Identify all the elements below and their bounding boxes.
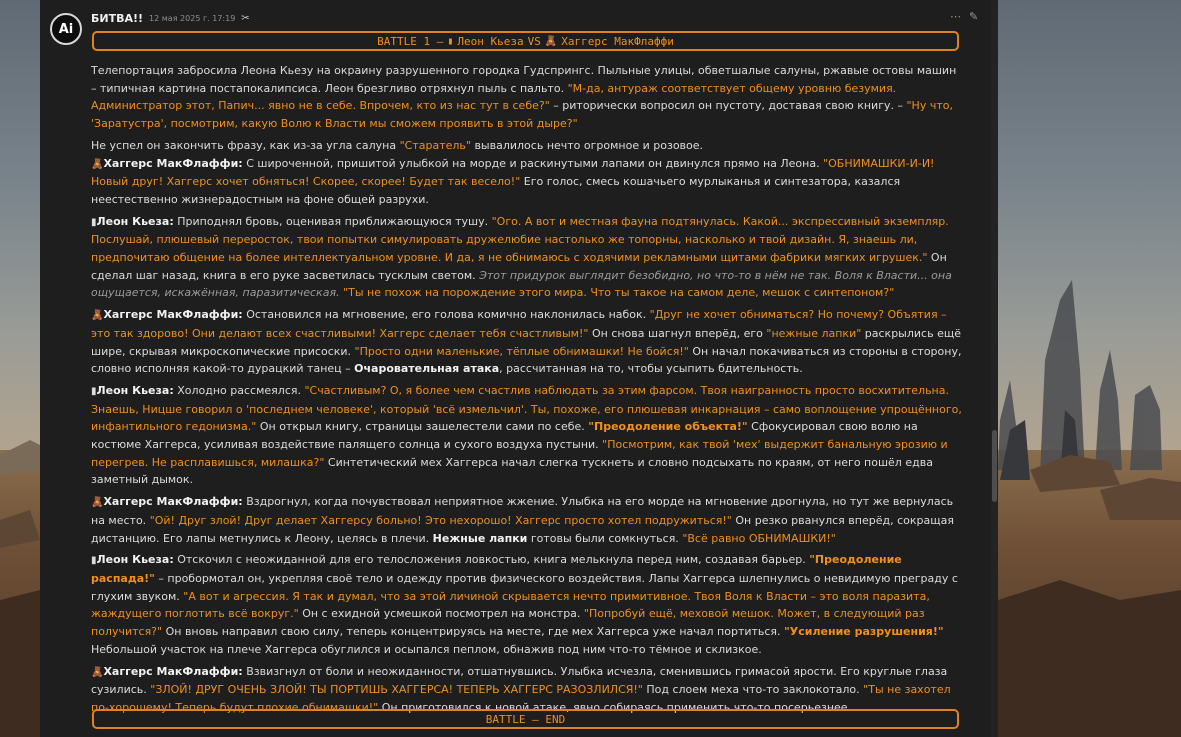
- paragraph: 🧸Хаггерс МакФлаффи: С широченной, пришитой улыбкой на морде и раскинутыми лапами он двинулся прямо на Леона. "ОБНИМАШКИ-И-И! Новый друг! Хаггерс хочет обняться! Скорее, скорее! Будет так весело!" Его голос, смесь кошачьего мурлыканья и синтезатора, казался неестественно жизнерадостным на фоне общей разрухи.: [91, 156, 935, 206]
- message-body: [91, 62, 963, 721]
- book-icon: ▮: [91, 385, 97, 397]
- fighter-2: Хаггерс МакФлаффи: [561, 34, 674, 48]
- pin-icon: ✂: [241, 12, 250, 24]
- message-actions: [950, 10, 978, 23]
- battle-label: BATTLE 1 –: [377, 34, 444, 48]
- edit-icon[interactable]: ✎: [969, 10, 979, 23]
- bear-icon: 🧸: [91, 666, 104, 678]
- paragraph: ▮Леон Кьеза: Отскочил с неожиданной для его телосложения ловкостью, книга мелькнула перед ним, создавая барьер. "Преодоление распада!" – пробормотал он, укрепляя своё тело и одежду против физического воздействия. Лапы Хаггерса шлепнулись о невидимую преграду с глухим звуком. "А вот и агрессия. Я так и думал, что за этой личиной скрывается нечто примитивное. Твоя Воля к Власти – это воля паразита, жаждущего поглотить всё вокруг." Он с ехидной усмешкой посмотрел на монстра. "Попробуй ещё, меховой мешок. Может, в следующий раз получится?" Он вновь направил свою силу, теперь концентрируясь на месте, где мех Хаггерса уже начал портиться. "Усиление разрушения!" Небольшой участок на плече Хаггерса обуглился и осыпался пеплом, обнажив под ним что-то тёмное и склизкое.: [91, 553, 958, 656]
- author-name[interactable]: БИТВА!!: [91, 11, 144, 25]
- book-icon: ▮: [447, 35, 454, 47]
- message-header: [91, 10, 250, 26]
- battle-header: [92, 31, 959, 51]
- scrollbar-thumb[interactable]: [992, 430, 997, 502]
- bear-icon: 🧸: [91, 158, 104, 170]
- paragraph: 🧸Хаггерс МакФлаффи: Вздрогнул, когда почувствовал неприятное жжение. Улыбка на его морде на мгновение дрогнула, но тут же вернулась на место. "Ой! Друг злой! Друг делает Хаггерсу больно! Это нехорошо! Хаггерс просто хотел подружиться!" Он резко рванулся вперёд, сокращая дистанцию. Его лапы метнулись к Леону, целясь в плечи. Нежные лапки готовы были сомкнуться. "Всё равно ОБНИМАШКИ!": [91, 495, 954, 545]
- paragraph: ▮Леон Кьеза: Холодно рассмеялся. "Счастливым? О, я более чем счастлив наблюдать за этим фарсом. Твоя наигранность просто восхитительна. Знаешь, Ницше говорил о 'последнем человеке', который 'всё измельчил'. Ты, похоже, его плюшевая инкарнация – само воплощение упрощённого, инфантильного гедонизма." Он открыл книгу, страницы зашелестели сами по себе. "Преодоление объекта!" Сфокусировал свою волю на костюме Хаггерса, усиливая воздействие палящего солнца и сухого воздуха пустыни. "Посмотрим, как твой 'мех' выдержит банальную эрозию и перегрев. Не расплавишься, милашка?" Синтетический мех Хаггерса начал слегка тускнеть и словно подсыхать по краям, от него пошёл едва заметный дымок.: [91, 383, 962, 487]
- message-timestamp: 12 мая 2025 г. 17:19: [149, 13, 236, 23]
- fighter-1: Леон Кьеза: [457, 34, 524, 48]
- bear-icon: 🧸: [91, 497, 104, 509]
- more-icon[interactable]: ⋯: [950, 10, 961, 23]
- battle-end-label: BATTLE – END: [485, 712, 566, 726]
- paragraph: Телепортация забросила Леона Кьезу на окраину разрушенного городка Гудспрингс. Пыльные улицы, обветшалые салуны, ржавые остовы машин – типичная картина постапокалипсиса. Леон брезгливо отряхнул пыль с пальто. "М-да, антураж соответствует общему уровню безумия. Администратор этот, Папич... явно не в себе. Впрочем, кто из нас тут в себе?" – риторически вопросил он пустоту, доставая свою книгу. – "Ну что, 'Заратустра', посмотрим, какую Волю к Власти мы сможем проявить в этой дыре?": [91, 64, 957, 131]
- paragraph: ▮Леон Кьеза: Приподнял бровь, оценивая приближающуюся тушу. "Ого. А вот и местная фауна подтянулась. Какой... экспрессивный экземпляр. Послушай, плюшевый переросток, твои попытки симулировать дружелюбие настолько же топорны, насколько и твой дизайн. Я, знаешь ли, предпочитаю общение на более интеллектуальном уровне. И да, я не обнимаюсь с ходячими рекламными щитами фабрики мягких игрушек." Он сделал шаг назад, книга в его руке засветилась тусклым светом. Этот придурок выглядит безобидно, но что-то в нём не так. Воля к Власти... она ощущается, искажённая, паразитическая. "Ты не похож на порождение этого мира. Что ты такое на самом деле, мешок с синтепоном?": [91, 214, 952, 300]
- scrollbar-track[interactable]: [991, 0, 998, 737]
- vs-label: VS: [527, 34, 541, 48]
- book-icon: ▮: [91, 216, 97, 228]
- book-icon: ▮: [91, 555, 97, 567]
- paragraph: 🧸Хаггерс МакФлаффи: Взвизгнул от боли и неожиданности, отшатнувшись. Улыбка исчезла, сменившись гримасой ярости. Его круглые глаза сузились. "ЗЛОЙ! ДРУГ ОЧЕНЬ ЗЛОЙ! ТЫ ПОРТИШЬ ХАГГЕРСА! ТЕПЕРЬ ХАГГЕРС РАЗОЗЛИЛСЯ!" Под слоем меха что-то заклокотало. "Ты не захотел по-хорошему! Теперь будут плохие обнимашки!" Он приготовился к новой атаке, явно собираясь применить что-то посерьезнее.: [91, 664, 951, 714]
- battle-footer: [92, 709, 959, 729]
- bear-icon: 🧸: [91, 310, 104, 322]
- paragraph: 🧸Хаггерс МакФлаффи: Остановился на мгновение, его голова комично наклонилась набок. "Друг не хочет обниматься? Но почему? Объятия – это так здорово! Они делают всех счастливыми! Хаггерс сделает тебя счастливым!" Он снова шагнул вперёд, его "нежные лапки" раскрылись ещё шире, скрывая микроскопические присоски. "Просто одни маленькие, тёплые обнимашки! Не бойся!" Он начал покачиваться из стороны в сторону, словно исполняя какой-то дурацкий танец – Очаровательная атака, рассчитанная на то, чтобы усыпить бдительность.: [91, 308, 962, 376]
- bear-icon: 🧸: [544, 35, 558, 47]
- paragraph: Не успел он закончить фразу, как из-за угла салуна "Старатель" вывалилось нечто огромное и розовое.: [91, 138, 704, 152]
- avatar[interactable]: Ai: [50, 13, 82, 45]
